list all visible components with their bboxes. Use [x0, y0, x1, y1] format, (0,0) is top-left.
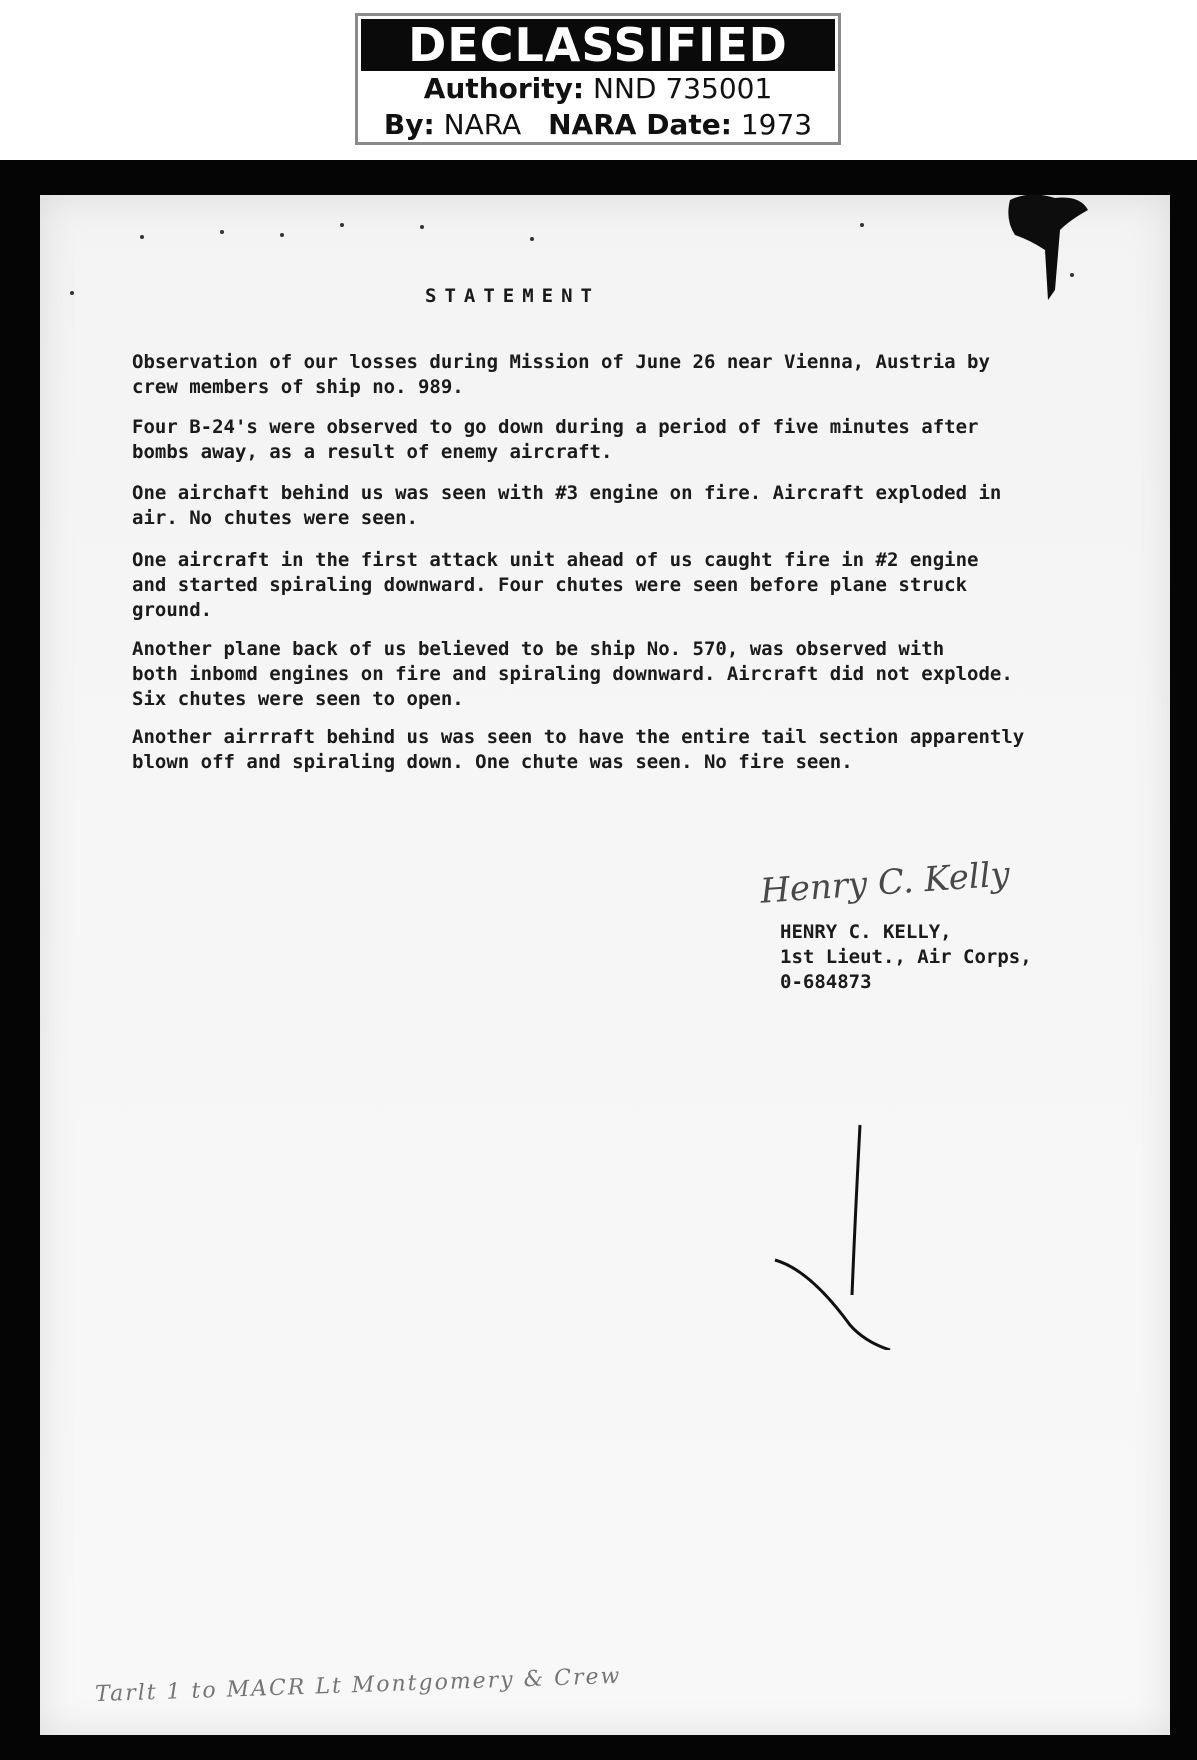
stamp-date-label: NARA Date: — [548, 108, 732, 141]
stamp-authority-line — [358, 71, 838, 107]
check-mark — [770, 1120, 930, 1350]
document-title: STATEMENT — [425, 285, 600, 307]
signer-name: HENRY C. KELLY, — [780, 921, 952, 943]
stamp-authority-label: Authority: — [423, 72, 585, 105]
signature-block — [780, 920, 1032, 995]
signer-rank: 1st Lieut., Air Corps, — [780, 946, 1032, 968]
stamp-authority-value: NND 735001 — [593, 72, 773, 105]
handwritten-note: Tarlt 1 to MACR Lt Montgomery & Crew — [94, 1663, 622, 1708]
paragraph-tail-section: Another airrraft behind us was seen to have the entire tail section apparently blown off and spiraling down. One chute was seen. No fire seen. — [132, 726, 1025, 773]
stamp-title: DECLASSIFIED — [361, 19, 835, 71]
stamp-date-value: 1973 — [740, 108, 813, 141]
paragraph-observation: Observation of our losses during Mission of June 26 near Vienna, Austria by crew members of ship no. 989. — [132, 351, 990, 398]
signer-serial: 0-684873 — [780, 971, 872, 993]
paragraph-four-b24s: Four B-24's were observed to go down during a period of five minutes after bombs away, as a result of enemy aircraft. — [132, 416, 979, 463]
handwritten-signature: Henry C. Kelly — [758, 854, 1012, 912]
paragraph-ship-570: Another plane back of us believed to be ship No. 570, was observed with both inbomd engines on fire and spiraling downward. Aircraft did not explode. Six chutes were seen to open. — [132, 638, 1013, 710]
ink-blot-mark — [1000, 190, 1090, 310]
stamp-by-line — [358, 107, 838, 143]
paragraph-engine-2-fire: One aircraft in the first attack unit ahead of us caught fire in #2 engine and started spiraling downward. Four chutes were seen before plane struck ground. — [132, 549, 979, 621]
paragraph-engine-3-fire: One airchaft behind us was seen with #3 engine on fire. Aircraft exploded in air. No chutes were seen. — [132, 482, 1002, 529]
stamp-by-value: NARA — [443, 108, 522, 141]
declassified-stamp — [355, 13, 841, 145]
stamp-by-label: By: — [383, 108, 435, 141]
document-page — [40, 195, 1170, 1735]
